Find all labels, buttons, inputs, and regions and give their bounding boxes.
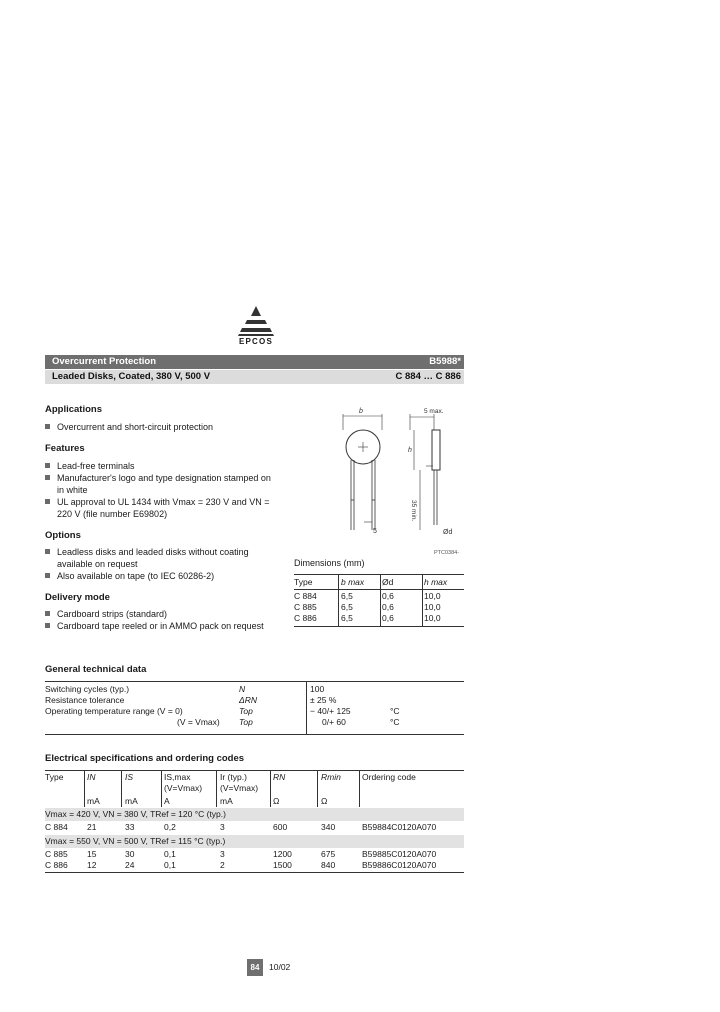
table-row: Switching cycles (typ.) N 100 xyxy=(45,684,325,694)
dimensions-caption: Dimensions (mm) xyxy=(294,558,365,568)
dim-col-type: Type xyxy=(294,577,313,587)
list-item: Leadless disks and leaded disks without coating available on request xyxy=(45,546,277,570)
list-item: Manufacturer's logo and type designation stamped on in white xyxy=(45,472,277,496)
h-label: h xyxy=(408,447,412,454)
delivery-list xyxy=(45,608,295,632)
table-row: (V = Vmax) Top 0/+ 60 °C xyxy=(177,717,400,727)
table-row: C 884 21 33 0,2 3 600 340 B59884C0120A070 xyxy=(45,822,437,832)
options-heading: Options xyxy=(45,530,81,541)
col-ir: Ir (typ.) (V=Vmax) xyxy=(220,772,259,793)
applications-list xyxy=(45,421,285,433)
list-item: UL approval to UL 1434 with Vmax = 230 V and VN = 220 V (file number E69802) xyxy=(45,496,277,520)
lead-label: 35 min. xyxy=(410,500,417,522)
category-title: Overcurrent Protection xyxy=(52,356,156,367)
disk-drawing-svg xyxy=(330,400,464,560)
table-row: Resistance tolerance ΔRN ± 25 % xyxy=(45,695,337,705)
page-number: 84 xyxy=(247,959,263,976)
group1-rows xyxy=(45,822,464,833)
general-rows xyxy=(45,684,464,728)
dim-col-h: h max xyxy=(424,577,448,587)
d-label: Ød xyxy=(443,529,453,536)
list-item: Overcurrent and short-circuit protection xyxy=(45,421,285,433)
electrical-header: Type IN IS IS,max (V=Vmax) Ir (typ.) (V=Vmax) RN Rmin Ordering code mA mA A mA Ω Ω xyxy=(45,772,416,806)
type-range: C 884 … C 886 xyxy=(395,371,461,382)
subtitle-bar xyxy=(45,370,464,384)
title-bar xyxy=(45,355,464,369)
table-row: C 885 15 30 0,1 3 1200 675 B59885C0120A070 xyxy=(45,849,437,859)
dim-col-b: b max xyxy=(341,577,365,587)
table-row: C 885 6,5 0,6 10,0 xyxy=(294,602,441,612)
applications-heading: Applications xyxy=(45,404,103,415)
brand-name: EPCOS xyxy=(238,337,273,346)
table-row: C 886 12 24 0,1 2 1500 840 B59886C0120A070 xyxy=(45,860,437,870)
col-rmin: Rmin xyxy=(321,772,341,782)
group2-rows xyxy=(45,849,464,871)
col-is: IS xyxy=(125,772,134,782)
electrical-heading: Electrical specifications and ordering codes xyxy=(45,753,245,764)
table-row: Operating temperature range (V = 0) Top − 40/+ 125 °C xyxy=(45,706,400,716)
pitch-label: 5 xyxy=(373,528,377,535)
col-type: Type xyxy=(45,772,64,782)
footer-date: 10/02 xyxy=(269,962,291,972)
col-code: Ordering code xyxy=(362,772,416,782)
col-ismax: IS,max (V=Vmax) xyxy=(164,772,203,793)
product-subtitle: Leaded Disks, Coated, 380 V, 500 V xyxy=(52,371,211,382)
b-label: b xyxy=(359,408,363,415)
list-item: Cardboard strips (standard) xyxy=(45,608,295,620)
features-heading: Features xyxy=(45,443,85,454)
series-code: B5988* xyxy=(429,356,461,367)
list-item: Cardboard tape reeled or in AMMO pack on request xyxy=(45,620,295,632)
options-list xyxy=(45,546,277,582)
dimension-drawing xyxy=(330,400,464,560)
features-list xyxy=(45,460,277,520)
s-label: 5 max. xyxy=(424,408,444,415)
col-in: IN xyxy=(87,772,96,782)
table-row: C 886 6,5 0,6 10,0 xyxy=(294,613,441,623)
general-heading: General technical data xyxy=(45,664,147,675)
epcos-logo xyxy=(236,304,276,348)
group1-row: Vmax = 420 V, VN = 380 V, TRef = 120 °C (typ.) xyxy=(45,808,464,821)
delivery-heading: Delivery mode xyxy=(45,592,110,603)
dimensions-rows xyxy=(294,591,464,624)
table-row: C 884 6,5 0,6 10,0 xyxy=(294,591,441,601)
list-item: Lead-free terminals xyxy=(45,460,277,472)
list-item: Also available on tape (to IEC 60286-2) xyxy=(45,570,277,582)
dim-col-d: Ød xyxy=(382,577,394,587)
epcos-logo-icon xyxy=(236,304,276,338)
group2-row: Vmax = 550 V, VN = 500 V, TRef = 115 °C (typ.) xyxy=(45,835,464,848)
col-rn: RN xyxy=(273,772,286,782)
drawing-code: PTC0384- xyxy=(434,550,460,556)
